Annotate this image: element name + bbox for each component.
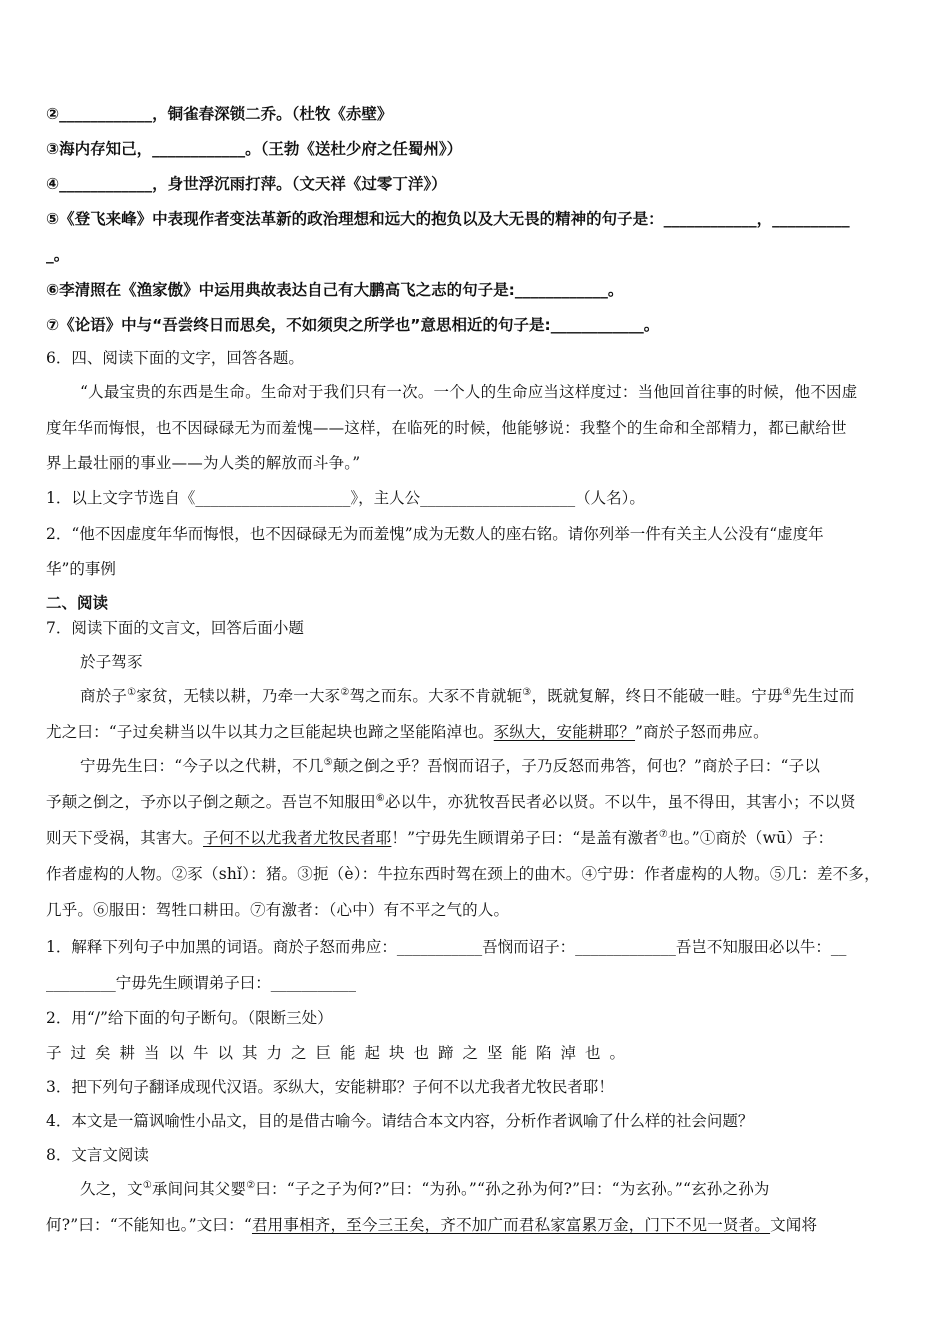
q6-passage-line-2: 度年华而悔恨，也不因碌碌无为而羞愧——这样，在临死的时候，他能够说：我整个的生命和全部精力，都已献给世 xyxy=(46,419,847,437)
poem-fill-line-4: ④____________，身世浮沉雨打萍。（文天祥《过零丁洋》） xyxy=(46,175,447,193)
essay-title: 於子驾豕 xyxy=(80,653,143,671)
underlined-sentence: 子何不以尤我者尤牧民者耶 xyxy=(203,829,392,847)
q6-passage-line-3: 界上最壮丽的事业——为人类的解放而斗争。” xyxy=(46,454,361,472)
poem-fill-line-5-cont: _。 xyxy=(46,246,70,264)
question-8-title: 8．文言文阅读 xyxy=(46,1146,149,1164)
q7-notes-line-2: 几乎。⑥服田：驾牲口耕田。⑦有激者：（心中）有不平之气的人。 xyxy=(46,901,510,919)
question-7-title: 7．阅读下面的文言文，回答后面小题 xyxy=(46,619,304,637)
question-6-title: 6．四、阅读下面的文字，回答各题。 xyxy=(46,349,304,367)
poem-fill-line-3: ③海内存知己，____________。（王勃《送杜少府之任蜀州》） xyxy=(46,140,463,158)
poem-fill-line-7: ⑦《论语》中与“吾尝终日而思矣，不如须臾之所学也”意思相近的句子是:____________。 xyxy=(46,316,660,334)
q7-subquestion-3: 3．把下列句子翻译成现代汉语。豕纵大，安能耕耶？子何不以尤我者尤牧民者耶！ xyxy=(46,1078,614,1096)
underlined-sentence: 君用事相齐，至今三王矣，齐不加广而君私家富累万金，门下不见一贤者。 xyxy=(251,1216,771,1234)
poem-fill-line-2: ②____________，铜雀春深锁二乔。（杜牧《赤壁》 xyxy=(46,105,393,123)
q7-paragraph-1-line-2: 尤之曰：“子过矣耕当以牛以其力之巨能起块也蹄之坚能陷淖也。豕纵大，安能耕耶？”商於子怒而弗应。 xyxy=(46,723,769,741)
q7-notes-line-1: 作者虚构的人物。②豕（shǐ）：猪。③扼（è）：牛拉东西时驾在颈上的曲木。④宁毋：作者虚构的人物。⑤几：差不多， xyxy=(46,865,880,883)
q6-passage-line-1: “人最宝贵的东西是生命。生命对于我们只有一次。一个人的生命应当这样度过：当他回首往事的时候，他不因虚 xyxy=(80,383,858,401)
section-2-heading: 二、阅读 xyxy=(46,594,109,612)
q7-subquestion-4: 4．本文是一篇讽喻性小品文，目的是借古喻今。请结合本文内容，分析作者讽喻了什么样的社会问题？ xyxy=(46,1112,754,1130)
q7-subquestion-1: 1．解释下列句子中加黑的词语。商於子怒而弗应：___________吾悯而诏子：_____________吾岂不知服田必以牛：__ xyxy=(46,938,847,956)
q8-paragraph-line-1: 久之，文①承间问其父婴②曰：“子之子为何?”曰：“为孙。”“孙之孙为何?”曰：“为玄孙。”“玄孙之孙为 xyxy=(80,1179,770,1198)
q7-sentence-to-punctuate: 子过矣耕当以牛以其力之巨能起块也蹄之坚能陷淖也。 xyxy=(46,1044,635,1062)
q7-paragraph-2-line-2: 予颠之倒之，予亦以子倒之颠之。吾岂不知服田⑥必以牛，亦犹牧吾民者必以贤。不以牛，虽不得田，其害小；不以贤 xyxy=(46,792,856,811)
q7-paragraph-1-line-1: 商於子①家贫，无犊以耕，乃牵一大豕②驾之而东。大豕不肯就轭③，既就复解，终日不能破一畦。宁毋④先生过而 xyxy=(80,686,855,705)
q7-paragraph-2-line-1: 宁毋先生曰：“今子以之代耕，不几⑤颠之倒之乎？吾悯而诏子，子乃反怒而弗答，何也？”商於子曰：“子以 xyxy=(80,756,821,775)
q7-subquestion-1-cont: _________宁毋先生顾谓弟子曰：___________ xyxy=(46,974,357,992)
q8-paragraph-line-2: 何?”曰：“不能知也。”文曰：“君用事相齐，至今三王矣，齐不加广而君私家富累万金，门下不见一贤者。文闻将 xyxy=(46,1216,818,1234)
q6-subquestion-1: 1．以上文字节选自《____________________》，主人公____________________（人名）。 xyxy=(46,489,645,507)
q6-subquestion-2: 2．“他不因虚度年华而悔恨，也不因碌碌无为而羞愧”成为无数人的座右铭。请你列举一件有关主人公没有“虚度年 xyxy=(46,525,824,543)
underlined-sentence: 豕纵大，安能耕耶？ xyxy=(493,723,636,741)
q7-subquestion-2: 2．用“/”给下面的句子断句。（限断三处） xyxy=(46,1009,333,1027)
q6-subquestion-2-cont: 华”的事例 xyxy=(46,560,116,578)
poem-fill-line-6: ⑥李清照在《渔家傲》中运用典故表达自己有大鹏高飞之志的句子是:____________。 xyxy=(46,281,624,299)
poem-fill-line-5: ⑤《登飞来峰》中表现作者变法革新的政治理想和远大的抱负以及大无畏的精神的句子是：____________，__________ xyxy=(46,210,850,228)
q7-paragraph-2-line-3: 则天下受祸，其害大。子何不以尤我者尤牧民者耶！”宁毋先生顾谓弟子曰：“是盖有激者⑦也。”①商於（wū）子： xyxy=(46,828,834,847)
